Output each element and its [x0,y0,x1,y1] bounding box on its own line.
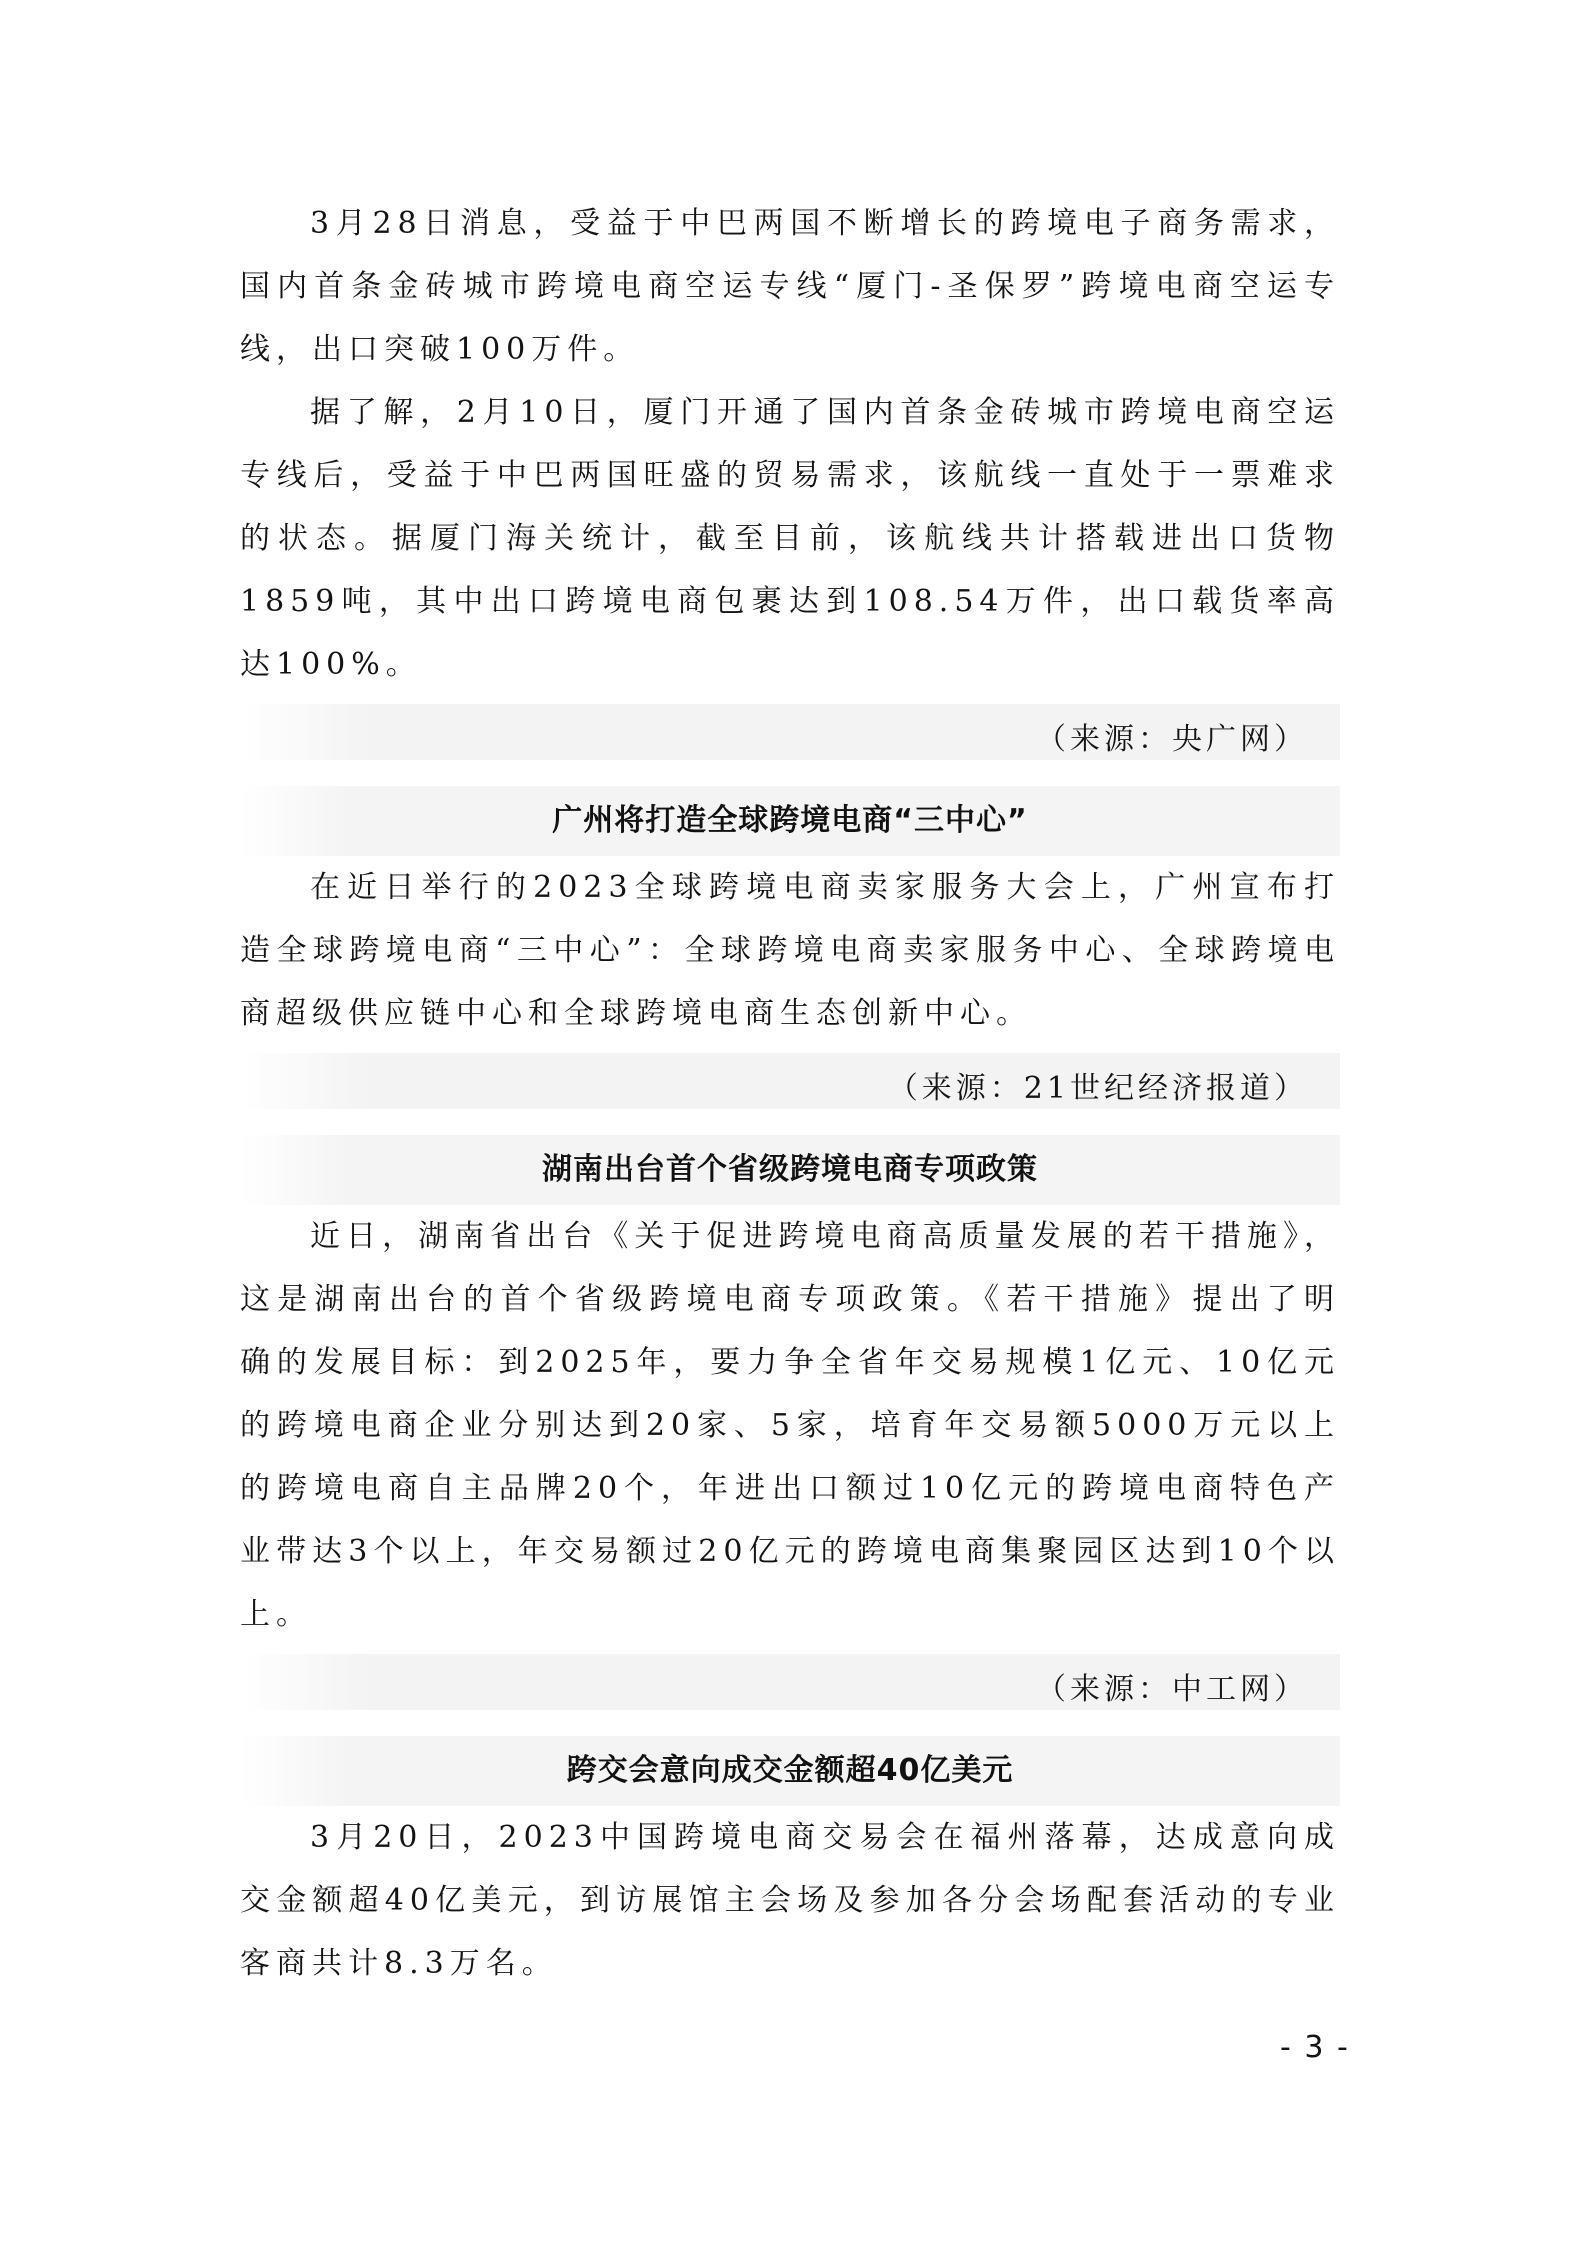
article-heading: 湖南出台首个省级跨境电商专项政策 [542,1152,1038,1187]
article-fair [240,1736,1340,1995]
heading-band [240,786,1340,856]
article-paragraph: 据了解，2月10日，厦门开通了国内首条金砖城市跨境电商空运专线后，受益于中巴两国旺盛的贸易需求，该航线一直处于一票难求的状态。据厦门海关统计，截至目前，该航线共计搭载进出口货物1859吨，其中出口跨境电商包裹达到108.54万件，出口载货率高达100%。 [240,395,1340,682]
article-paragraph: 近日，湖南省出台《关于促进跨境电商高质量发展的若干措施》，这是湖南出台的首个省级跨境电商专项政策。《若干措施》提出了明确的发展目标：到2025年，要力争全省年交易规模1亿元、10亿元的跨境电商企业分别达到20家、5家，培育年交易额5000万元以上的跨境电商自主品牌20个，年进出口额过10亿元的跨境电商特色产业带达3个以上，年交易额过20亿元的跨境电商集聚园区达到10个以上。 [240,1219,1340,1632]
article-source: （来源：中工网） [1036,1672,1308,1707]
article-heading: 广州将打造全球跨境电商“三中心” [552,803,1028,838]
article-paragraph: 3月20日，2023中国跨境电商交易会在福州落幕，达成意向成交金额超40亿美元，到访展馆主会场及参加各分会场配套活动的专业客商共计8.3万名。 [240,1820,1340,1981]
heading-band [240,1736,1340,1806]
article-guangzhou [240,786,1340,1109]
article-xiamen-saopaulo [240,192,1340,760]
article-source: （来源：21世纪经济报道） [887,1071,1308,1106]
page-content [240,192,1340,1995]
article-paragraph: 在近日举行的2023全球跨境电商卖家服务大会上，广州宣布打造全球跨境电商“三中心”：全球跨境电商卖家服务中心、全球跨境电商超级供应链中心和全球跨境电商生态创新中心。 [240,870,1340,1031]
source-band [240,1654,1340,1710]
article-heading: 跨交会意向成交金额超40亿美元 [566,1753,1014,1788]
article-paragraph: 3月28日消息，受益于中巴两国不断增长的跨境电子商务需求，国内首条金砖城市跨境电商空运专线“厦门-圣保罗”跨境电商空运专线，出口突破100万件。 [240,206,1340,367]
heading-band [240,1135,1340,1205]
source-band [240,1053,1340,1109]
article-source: （来源：央广网） [1036,722,1308,757]
source-band [240,704,1340,760]
article-hunan [240,1135,1340,1710]
page-number: - 3 - [1280,2030,1350,2065]
